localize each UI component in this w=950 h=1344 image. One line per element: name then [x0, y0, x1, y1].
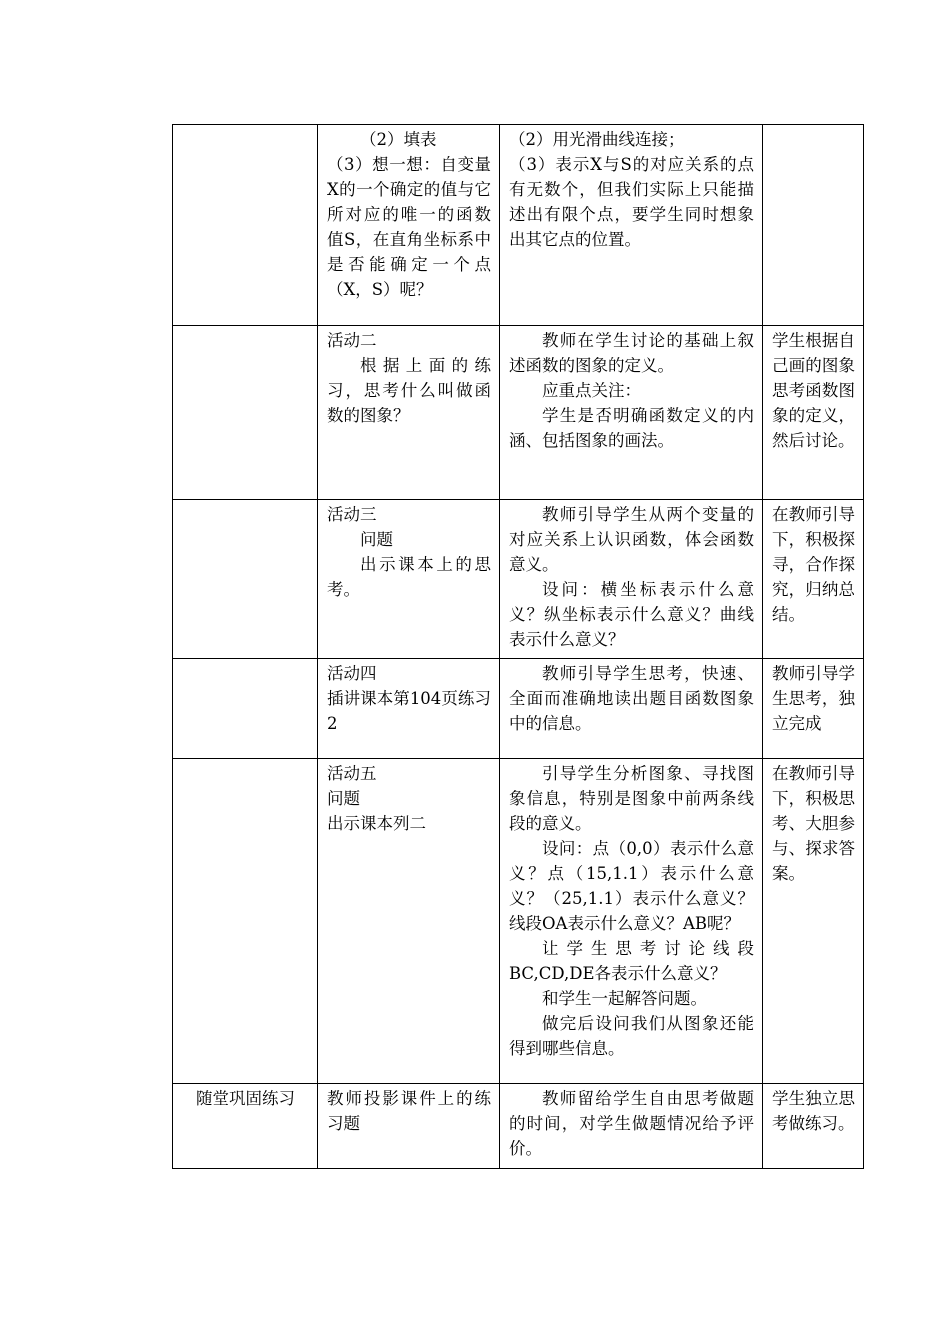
activity-line: （3）想一想：自变量X的一个确定的值与它所对应的唯一的函数值S，在直角坐标系中是否能确定一个点（X，S）呢？	[327, 155, 491, 299]
teacher-activity-cell	[318, 125, 500, 326]
guidance-cell	[500, 659, 763, 759]
activity-line: （2）填表	[360, 130, 437, 149]
guidance-cell	[500, 326, 763, 500]
guidance-line: 应重点关注：	[542, 381, 641, 400]
activity-line: 问题	[327, 789, 360, 808]
guidance-cell	[500, 759, 763, 1084]
activity-line: 插讲课本第104页练习2	[327, 689, 491, 733]
stage-cell	[173, 500, 318, 659]
guidance-cell	[500, 500, 763, 659]
table-row	[173, 500, 864, 659]
guidance-line: 教师在学生讨论的基础上叙述函数的图象的定义。	[509, 331, 754, 375]
guidance-line: 引导学生分析图象、寻找图象信息，特别是图象中前两条线段的意义。	[509, 764, 754, 833]
activity-line: 出示课本上的思考。	[327, 555, 491, 599]
teacher-activity-cell	[318, 659, 500, 759]
guidance-line: 和学生一起解答问题。	[542, 989, 707, 1008]
table-row	[173, 759, 864, 1084]
activity-line: 出示课本列二	[327, 814, 426, 833]
student-activity-cell: 学生独立思考做练习。	[763, 1084, 864, 1169]
guidance-cell	[500, 1084, 763, 1169]
activity-line: 活动五	[327, 764, 377, 783]
activity-line: 活动二	[327, 331, 377, 350]
guidance-line: 教师引导学生从两个变量的对应关系上认识函数，体会函数意义。	[509, 505, 754, 574]
guidance-line: 教师引导学生思考，快速、全面而准确地读出题目函数图象中的信息。	[509, 664, 754, 733]
activity-line: 教师投影课件上的练习题	[327, 1089, 491, 1133]
guidance-cell	[500, 125, 763, 326]
teacher-activity-cell	[318, 759, 500, 1084]
activity-line: 问题	[360, 530, 393, 549]
guidance-line: 设问：横坐标表示什么意义？纵坐标表示什么意义？曲线表示什么意义？	[509, 580, 754, 649]
activity-line: 根据上面的练习，思考什么叫做函数的图象？	[327, 356, 491, 425]
student-activity-cell: 在教师引导下，积极探寻，合作探究，归纳总结。	[763, 500, 864, 659]
student-activity-cell: 教师引导学生思考，独立完成	[763, 659, 864, 759]
guidance-line: （2）用光滑曲线连接；	[509, 130, 685, 149]
lesson-plan-table	[172, 124, 864, 1169]
stage-cell: 随堂巩固练习	[173, 1084, 318, 1169]
student-activity-cell	[763, 125, 864, 326]
guidance-line: 让学生思考讨论线段BC,CD,DE各表示什么意义？	[509, 939, 754, 983]
table-row	[173, 659, 864, 759]
stage-cell	[173, 125, 318, 326]
table-row	[173, 1084, 864, 1169]
guidance-line: 设问：点（0,0）表示什么意义？点（15,1.1）表示什么意义？（25,1.1）表示什么意义？线段OA表示什么意义？AB呢？	[509, 839, 754, 933]
guidance-line: 做完后设问我们从图象还能得到哪些信息。	[509, 1014, 754, 1058]
activity-line: 活动四	[327, 664, 377, 683]
table-row	[173, 326, 864, 500]
teacher-activity-cell	[318, 500, 500, 659]
teacher-activity-cell	[318, 326, 500, 500]
guidance-line: （3）表示X与S的对应关系的点有无数个，但我们实际上只能描述出有限个点，要学生同时想象出其它点的位置。	[509, 155, 754, 249]
stage-cell	[173, 659, 318, 759]
student-activity-cell: 学生根据自己画的图象思考函数图象的定义，然后讨论。	[763, 326, 864, 500]
student-activity-cell: 在教师引导下，积极思考、大胆参与、探求答案。	[763, 759, 864, 1084]
guidance-line: 学生是否明确函数定义的内涵、包括图象的画法。	[509, 406, 754, 450]
activity-line: 活动三	[327, 505, 377, 524]
stage-cell	[173, 759, 318, 1084]
guidance-line: 教师留给学生自由思考做题的时间，对学生做题情况给予评价。	[509, 1089, 754, 1158]
teacher-activity-cell	[318, 1084, 500, 1169]
table-row	[173, 125, 864, 326]
stage-cell	[173, 326, 318, 500]
